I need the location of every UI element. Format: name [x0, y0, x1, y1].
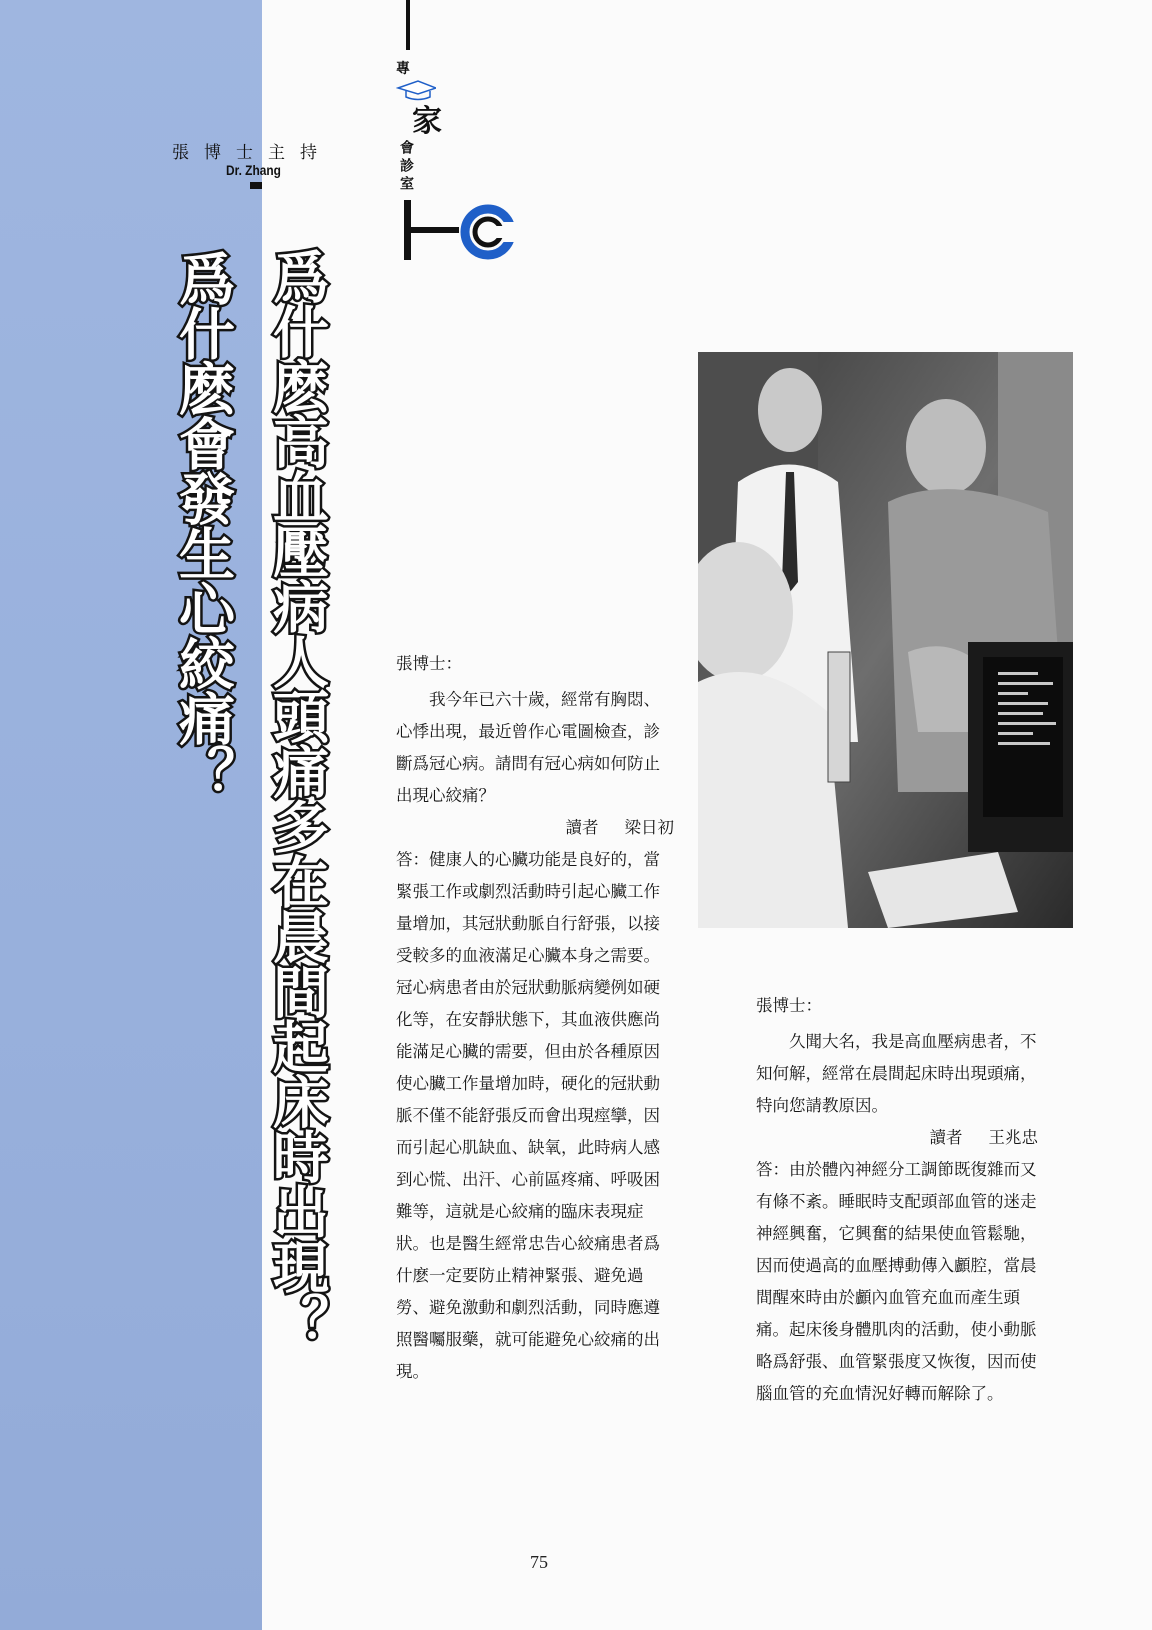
reader-label: 讀者 [565, 818, 599, 837]
host-credit [172, 138, 332, 178]
reader-label: 讀者 [929, 1128, 963, 1147]
logo-char-top: 專 [396, 61, 410, 77]
reader-signature [756, 1122, 1038, 1154]
reader-name: 王兆忠 [988, 1128, 1038, 1147]
letter-hypertension [756, 990, 1038, 1410]
host-marker [250, 182, 262, 189]
main-title: 爲什麽高血壓病人頭痛多在晨間起床時出現？ [264, 248, 329, 1348]
column-logo [396, 0, 526, 262]
reader-signature [396, 812, 674, 844]
reader-name: 梁日初 [624, 818, 674, 837]
salutation: 張博士： [756, 996, 822, 1015]
logo-char-big: 家 [412, 104, 442, 139]
reader-question: 我今年已六十歲，經常有胸悶、心悸出現，最近曾作心電圖檢查，診斷爲冠心病。請問有冠心病如何防止出現心絞痛？ [396, 690, 660, 805]
host-name-en: Dr. Zhang [226, 162, 281, 178]
logo-rule-top [406, 0, 410, 50]
side-color-band [0, 0, 262, 1630]
reader-question: 久聞大名，我是高血壓病患者，不知何解，經常在晨間起床時出現頭痛，特向您請教原因。 [756, 1032, 1037, 1115]
doctor-answer: 答：由於體內神經分工調節既復雜而又有條不紊。睡眠時支配頭部血管的迷走神經興奮，它興奮的結果使血管鬆馳，因而使過高的血壓搏動傳入顱腔，當晨間醒來時由於顱內血管充血而產生頭痛。起床後身體肌肉的活動，使小動脈略爲舒張、血管緊張度又恢復，因而使腦血管的充血情況好轉而解除了。 [756, 1160, 1037, 1403]
doctor-answer: 答：健康人的心臟功能是良好的，當緊張工作或劇烈活動時引起心臟工作量增加，其冠狀動脈自行舒張，以接受較多的血液滿足心臟本身之需要。冠心病患者由於冠狀動脈病變例如硬化等，在安靜狀態下，其血液供應尚能滿足心臟的需要，但由於各種原因使心臟工作量增加時，硬化的冠狀動脈不僅不能舒張反而會出現痙攣，因而引起心肌缺血、缺氧，此時病人感到心慌、出汗、心前區疼痛、呼吸困難等，這就是心絞痛的臨床表現症狀。也是醫生經常忠告心絞痛患者爲什麽一定要防止精神緊張、避免過勞、避免激動和劇烈活動，同時應遵照醫囑服藥，就可能避免心絞痛的出現。 [396, 850, 660, 1381]
letter-angina [396, 648, 674, 1388]
salutation: 張博士： [396, 654, 462, 673]
secondary-title: 爲什麽會發生心絞痛？ [170, 250, 235, 800]
logo-char-rest: 會診室 [398, 140, 414, 194]
article-photo [698, 352, 1073, 928]
host-label: 張博士主持 [172, 143, 332, 163]
page-number: 75 [530, 1552, 548, 1572]
hc-logo-icon [396, 200, 526, 262]
